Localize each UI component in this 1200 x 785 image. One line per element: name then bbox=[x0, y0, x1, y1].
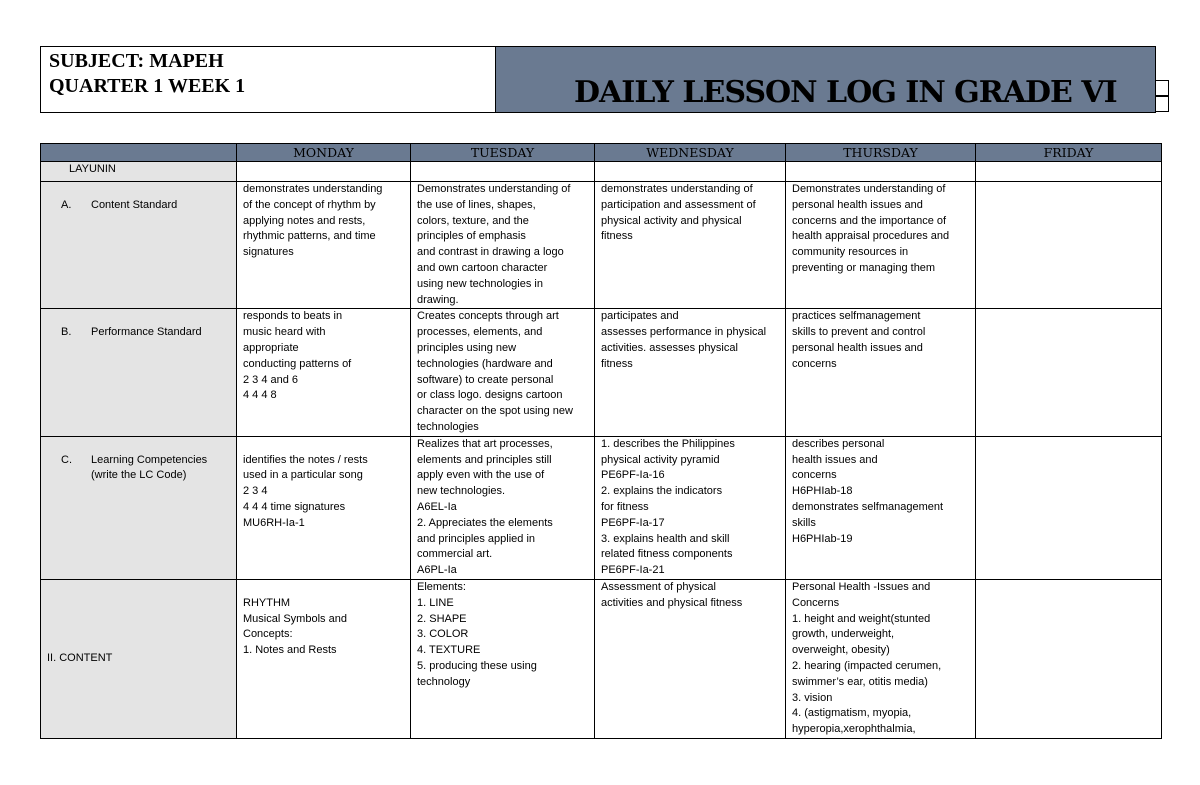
table-cell: Demonstrates understanding of personal health issues and concerns and the importance of health appraisal procedures and community resources in preventing or managing them bbox=[786, 182, 976, 309]
table-cell: demonstrates understanding of participation and assessment of physical activity and physical fitness bbox=[595, 182, 786, 309]
subject-label: SUBJECT: MAPEH bbox=[49, 50, 224, 72]
day-header: THURSDAY bbox=[786, 144, 976, 162]
table-cell bbox=[786, 162, 976, 182]
table-cell: Personal Health -Issues and Concerns 1. height and weight(stunted growth, underweight, overweight, obesity) 2. hearing (impacted cerumen, swimmer’s ear, otitis media) 3. vision 4. (astigmatism, myopia, hyperopia,xerophthalmia, bbox=[786, 579, 976, 738]
row-letter: B. bbox=[61, 326, 72, 339]
row-label: Content Standard bbox=[91, 198, 178, 211]
table-cell: 1. describes the Philippines physical activity pyramid PE6PF-Ia-16 2. explains the indicators for fitness PE6PF-Ia-17 3. explains health and skill related fitness components PE6PF-Ia-21 bbox=[595, 436, 786, 579]
header-subject-block bbox=[41, 47, 496, 112]
table-cell bbox=[976, 309, 1162, 436]
table-cell: Elements: 1. LINE 2. SHAPE 3. COLOR 4. TEXTURE 5. producing these using technology bbox=[411, 579, 595, 738]
table-cell: demonstrates understanding of the concept of rhythm by applying notes and rests, rhythmic patterns, and time signatures bbox=[237, 182, 411, 309]
row-label-cell bbox=[41, 436, 237, 579]
table-cell: RHYTHM Musical Symbols and Concepts: 1. Notes and Rests bbox=[237, 579, 411, 738]
checkbox-bottom bbox=[1155, 96, 1169, 112]
row-label-cell bbox=[41, 309, 237, 436]
table-cell: Realizes that art processes, elements and principles still apply even with the use of new technologies. A6EL-Ia 2. Appreciates the elements and principles applied in commercial art. A6PL-Ia bbox=[411, 436, 595, 579]
row-label: Performance Standard bbox=[91, 326, 202, 339]
table-cell: responds to beats in music heard with appropriate conducting patterns of 2 3 4 and 6 4 4 4 8 bbox=[237, 309, 411, 436]
table-cell: Demonstrates understanding of the use of lines, shapes, colors, texture, and the principles of emphasis and contrast in drawing a logo and own cartoon character using new technologies in drawing. bbox=[411, 182, 595, 309]
day-header: WEDNESDAY bbox=[595, 144, 786, 162]
table-cell bbox=[976, 182, 1162, 309]
table-cell bbox=[976, 162, 1162, 182]
table-row-learning-competencies bbox=[41, 436, 1162, 579]
table-cell: identifies the notes / rests used in a particular song 2 3 4 4 4 4 time signatures MU6RH-Ia-1 bbox=[237, 436, 411, 579]
day-header: MONDAY bbox=[237, 144, 411, 162]
table-cell: participates and assesses performance in physical activities. assesses physical fitness bbox=[595, 309, 786, 436]
corner-cell bbox=[41, 144, 237, 162]
lesson-log-table bbox=[40, 143, 1162, 739]
day-header-row bbox=[41, 144, 1162, 162]
day-header: FRIDAY bbox=[976, 144, 1162, 162]
table-cell bbox=[237, 162, 411, 182]
table-cell bbox=[976, 579, 1162, 738]
row-label: LAYUNIN bbox=[41, 162, 237, 182]
header-box bbox=[40, 46, 1156, 113]
table-row-content-standard bbox=[41, 182, 1162, 309]
table-row-layunin bbox=[41, 162, 1162, 182]
table-cell: Assessment of physical activities and physical fitness bbox=[595, 579, 786, 738]
row-label: Learning Competencies (write the LC Code) bbox=[91, 453, 208, 482]
row-letter: C. bbox=[61, 453, 72, 466]
day-header: TUESDAY bbox=[411, 144, 595, 162]
row-letter: A. bbox=[61, 198, 72, 211]
row-label-cell bbox=[41, 182, 237, 309]
table-cell bbox=[411, 162, 595, 182]
checkbox-top bbox=[1155, 80, 1169, 96]
table-cell: describes personal health issues and concerns H6PHIab-18 demonstrates selfmanagement skills H6PHIab-19 bbox=[786, 436, 976, 579]
page-title: DAILY LESSON LOG IN GRADE VI bbox=[574, 75, 1117, 110]
table-row-content bbox=[41, 579, 1162, 738]
header-title-block bbox=[496, 47, 1155, 112]
table-cell: practices selfmanagement skills to prevent and control personal health issues and concerns bbox=[786, 309, 976, 436]
table-cell bbox=[595, 162, 786, 182]
row-label: II. CONTENT bbox=[41, 579, 237, 738]
table-cell: Creates concepts through art processes, elements, and principles using new technologies (hardware and software) to create personal or class logo. designs cartoon character on the spot using new technologies bbox=[411, 309, 595, 436]
table-row-performance-standard bbox=[41, 309, 1162, 436]
quarter-label: QUARTER 1 WEEK 1 bbox=[49, 75, 246, 97]
table-cell bbox=[976, 436, 1162, 579]
